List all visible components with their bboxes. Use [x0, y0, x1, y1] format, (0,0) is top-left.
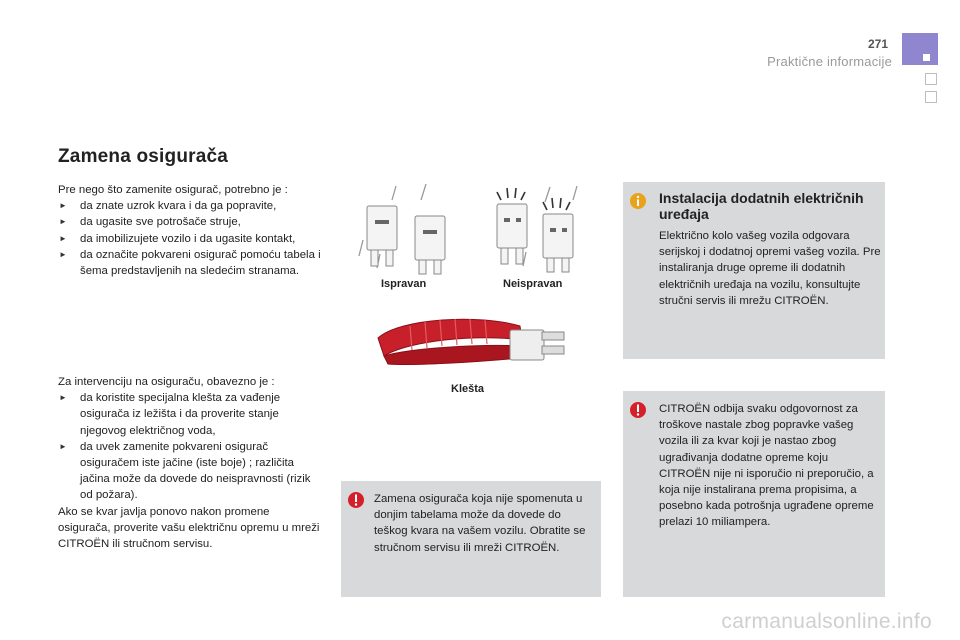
- warning-icon: [347, 491, 365, 509]
- list-item: ► da koristite specijalna klešta za vađenje osigurača iz ležišta i da proverite stanje njegovog električnog voda,: [58, 390, 323, 439]
- info-icon: [629, 192, 647, 210]
- watermark: carmanualsonline.info: [721, 610, 932, 633]
- info-box-title: Instalacija dodatnih električnih uređaja: [659, 190, 864, 222]
- list-item: ► da ugasite sve potrošače struje,: [58, 214, 323, 230]
- info-box-text: Električno kolo vašeg vozila odgovara serijskoj i dodatnoj opremi vašeg vozila. Pre instaliranja druge opreme ili dodatnih električnih uređaja na vozilu, konsultujte stručni servis ili mrežu CITROËN.: [659, 230, 881, 307]
- info-box: [623, 182, 885, 359]
- list-item: ► da znate uzrok kvara i da ga popravite,: [58, 198, 323, 214]
- tab-marker: [923, 54, 930, 61]
- fuse-bad-label: Neispravan: [503, 278, 563, 290]
- warning-right-text: CITROËN odbija svaku odgovornost za troškove nastale zbog popravke vašeg vozila ili za kvar koji je nastao zbog ugrađivanja dodatne opreme koju CITROËN nije ni isporučio ni preporučio, a koja nije instalirana prema propisima, a posebno kada potrošnja ugrađene opreme prelazi 10 miliampera.: [659, 403, 874, 529]
- fuse-pliers-illustration: [370, 310, 580, 372]
- section-title: Praktične informacije: [767, 54, 892, 69]
- intervention-list: [58, 390, 323, 503]
- intervention-lead: Za intervenciju na osiguraču, obavezno je :: [58, 376, 275, 388]
- warning-box-fuse: [341, 481, 601, 597]
- chapter-tab[interactable]: [925, 73, 937, 85]
- fuse-ok-label: Ispravan: [381, 278, 427, 290]
- warning-mid-text: Zamena osigurača koja nije spomenuta u donjim tabelama može da dovede do teškog kvara na vašem vozilu. Obratite se stručnom servisu ili mreži CITROËN.: [374, 493, 586, 554]
- pliers-label: Klešta: [451, 383, 485, 395]
- list-item: ► da imobilizujete vozilo i da ugasite kontakt,: [58, 231, 323, 247]
- list-item: ► da uvek zamenite pokvareni osigurač osiguračem iste jačine (iste boje) ; različita jačina može da dovede do neispravnosti (rizik od požara).: [58, 439, 323, 504]
- intro-list: [58, 198, 323, 279]
- page-number: 271: [867, 37, 888, 51]
- warning-box-right: [623, 391, 885, 597]
- intro-section: [58, 182, 323, 279]
- intervention-tail: Ako se kvar javlja ponovo nakon promene osigurača, proverite vašu električnu opremu u mreži CITROËN ili stručnom servisu.: [58, 505, 320, 551]
- warning-icon: [629, 401, 647, 419]
- chapter-tab[interactable]: [925, 91, 937, 103]
- fuse-illustration: [355, 178, 585, 278]
- intro-lead: Pre nego što zamenite osigurač, potrebno je :: [58, 184, 288, 196]
- intervention-section: [58, 374, 323, 552]
- page-title: Zamena osigurača: [58, 146, 229, 167]
- list-item: ► da označite pokvareni osigurač pomoću tabela i šema predstavljenih na sledećim stranama.: [58, 247, 323, 279]
- chapter-tab-active[interactable]: [902, 33, 938, 65]
